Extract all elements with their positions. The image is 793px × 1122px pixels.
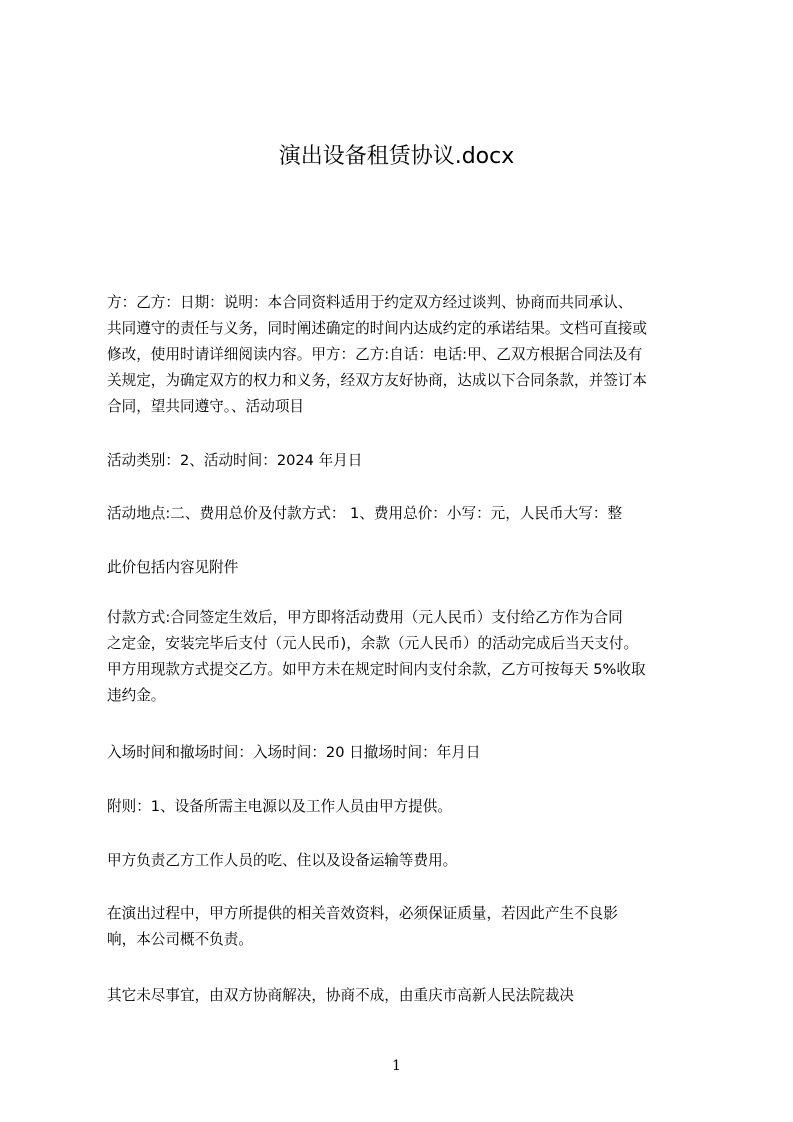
paragraph-line: 在演出过程中，甲方所提供的相关音效资料，必须保证质量，若因此产生不良影 (107, 905, 618, 922)
paragraph-line: 甲方负责乙方工作人员的吃、住以及设备运输等费用。 (107, 852, 458, 869)
paragraph-activity-type (107, 448, 707, 474)
paragraph-line: 其它未尽事宜，由双方协商解决，协商不成，由重庆市高新人民法院裁决 (107, 987, 575, 1004)
paragraph-payment (107, 605, 707, 709)
paragraph-activity-location (107, 501, 707, 527)
paragraph-appendix (107, 794, 707, 820)
paragraph-price-includes (107, 555, 707, 581)
paragraph-dispute-resolution (107, 983, 707, 1009)
paragraph-line: 合同，望共同遵守。、活动项目 (107, 398, 305, 415)
paragraph-line: 甲方用现款方式提交乙方。如甲方未在规定时间内支付余款，乙方可按每天 5%收取 (107, 661, 646, 678)
paragraph-line: 共同遵守的责任与义务，同时阐述确定的时间内达成约定的承诺结果。文档可直接或 (107, 320, 647, 337)
page-number: 1 (392, 1058, 401, 1074)
paragraph-line: 入场时间和撤场时间：入场时间：20 日撤场时间：年月日 (107, 744, 481, 761)
paragraph-line: 方：乙方：日期：说明：本合同资料适用于约定双方经过谈判、协商而共同承认、 (107, 294, 633, 311)
paragraph-line: 活动地点:二、费用总价及付款方式： 1、费用总价：小写：元，人民币大写：整 (107, 505, 623, 522)
paragraph-line: 附则：1、设备所需主电源以及工作人员由甲方提供。 (107, 798, 452, 815)
paragraph-line: 此价包括内容见附件 (107, 559, 239, 576)
paragraph-line: 响，本公司概不负责。 (107, 931, 253, 948)
paragraph-line: 修改，使用时请详细阅读内容。甲方：乙方:自话：电话:甲、乙双方根据合同法及有 (107, 346, 643, 363)
paragraph-line: 活动类别：2、活动时间：2024 年月日 (107, 452, 363, 469)
paragraph-line: 关规定，为确定双方的权力和义务，经双方友好协商，达成以下合同条款，并签订本 (107, 372, 647, 389)
paragraph-line: 之定金，安装完毕后支付（元人民币)，余款（元人民币）的活动完成后当天支付。 (107, 635, 639, 652)
paragraph-expenses (107, 848, 707, 874)
paragraph-line: 付款方式:合同签定生效后，甲方即将活动费用（元人民币）支付给乙方作为合同 (107, 609, 623, 626)
paragraph-entry-exit-time (107, 740, 707, 766)
paragraph-intro (107, 290, 707, 420)
paragraph-line: 违约金。 (107, 687, 166, 704)
document-title: 演出设备租赁协议.docx (278, 144, 515, 169)
paragraph-audio-materials (107, 901, 707, 953)
